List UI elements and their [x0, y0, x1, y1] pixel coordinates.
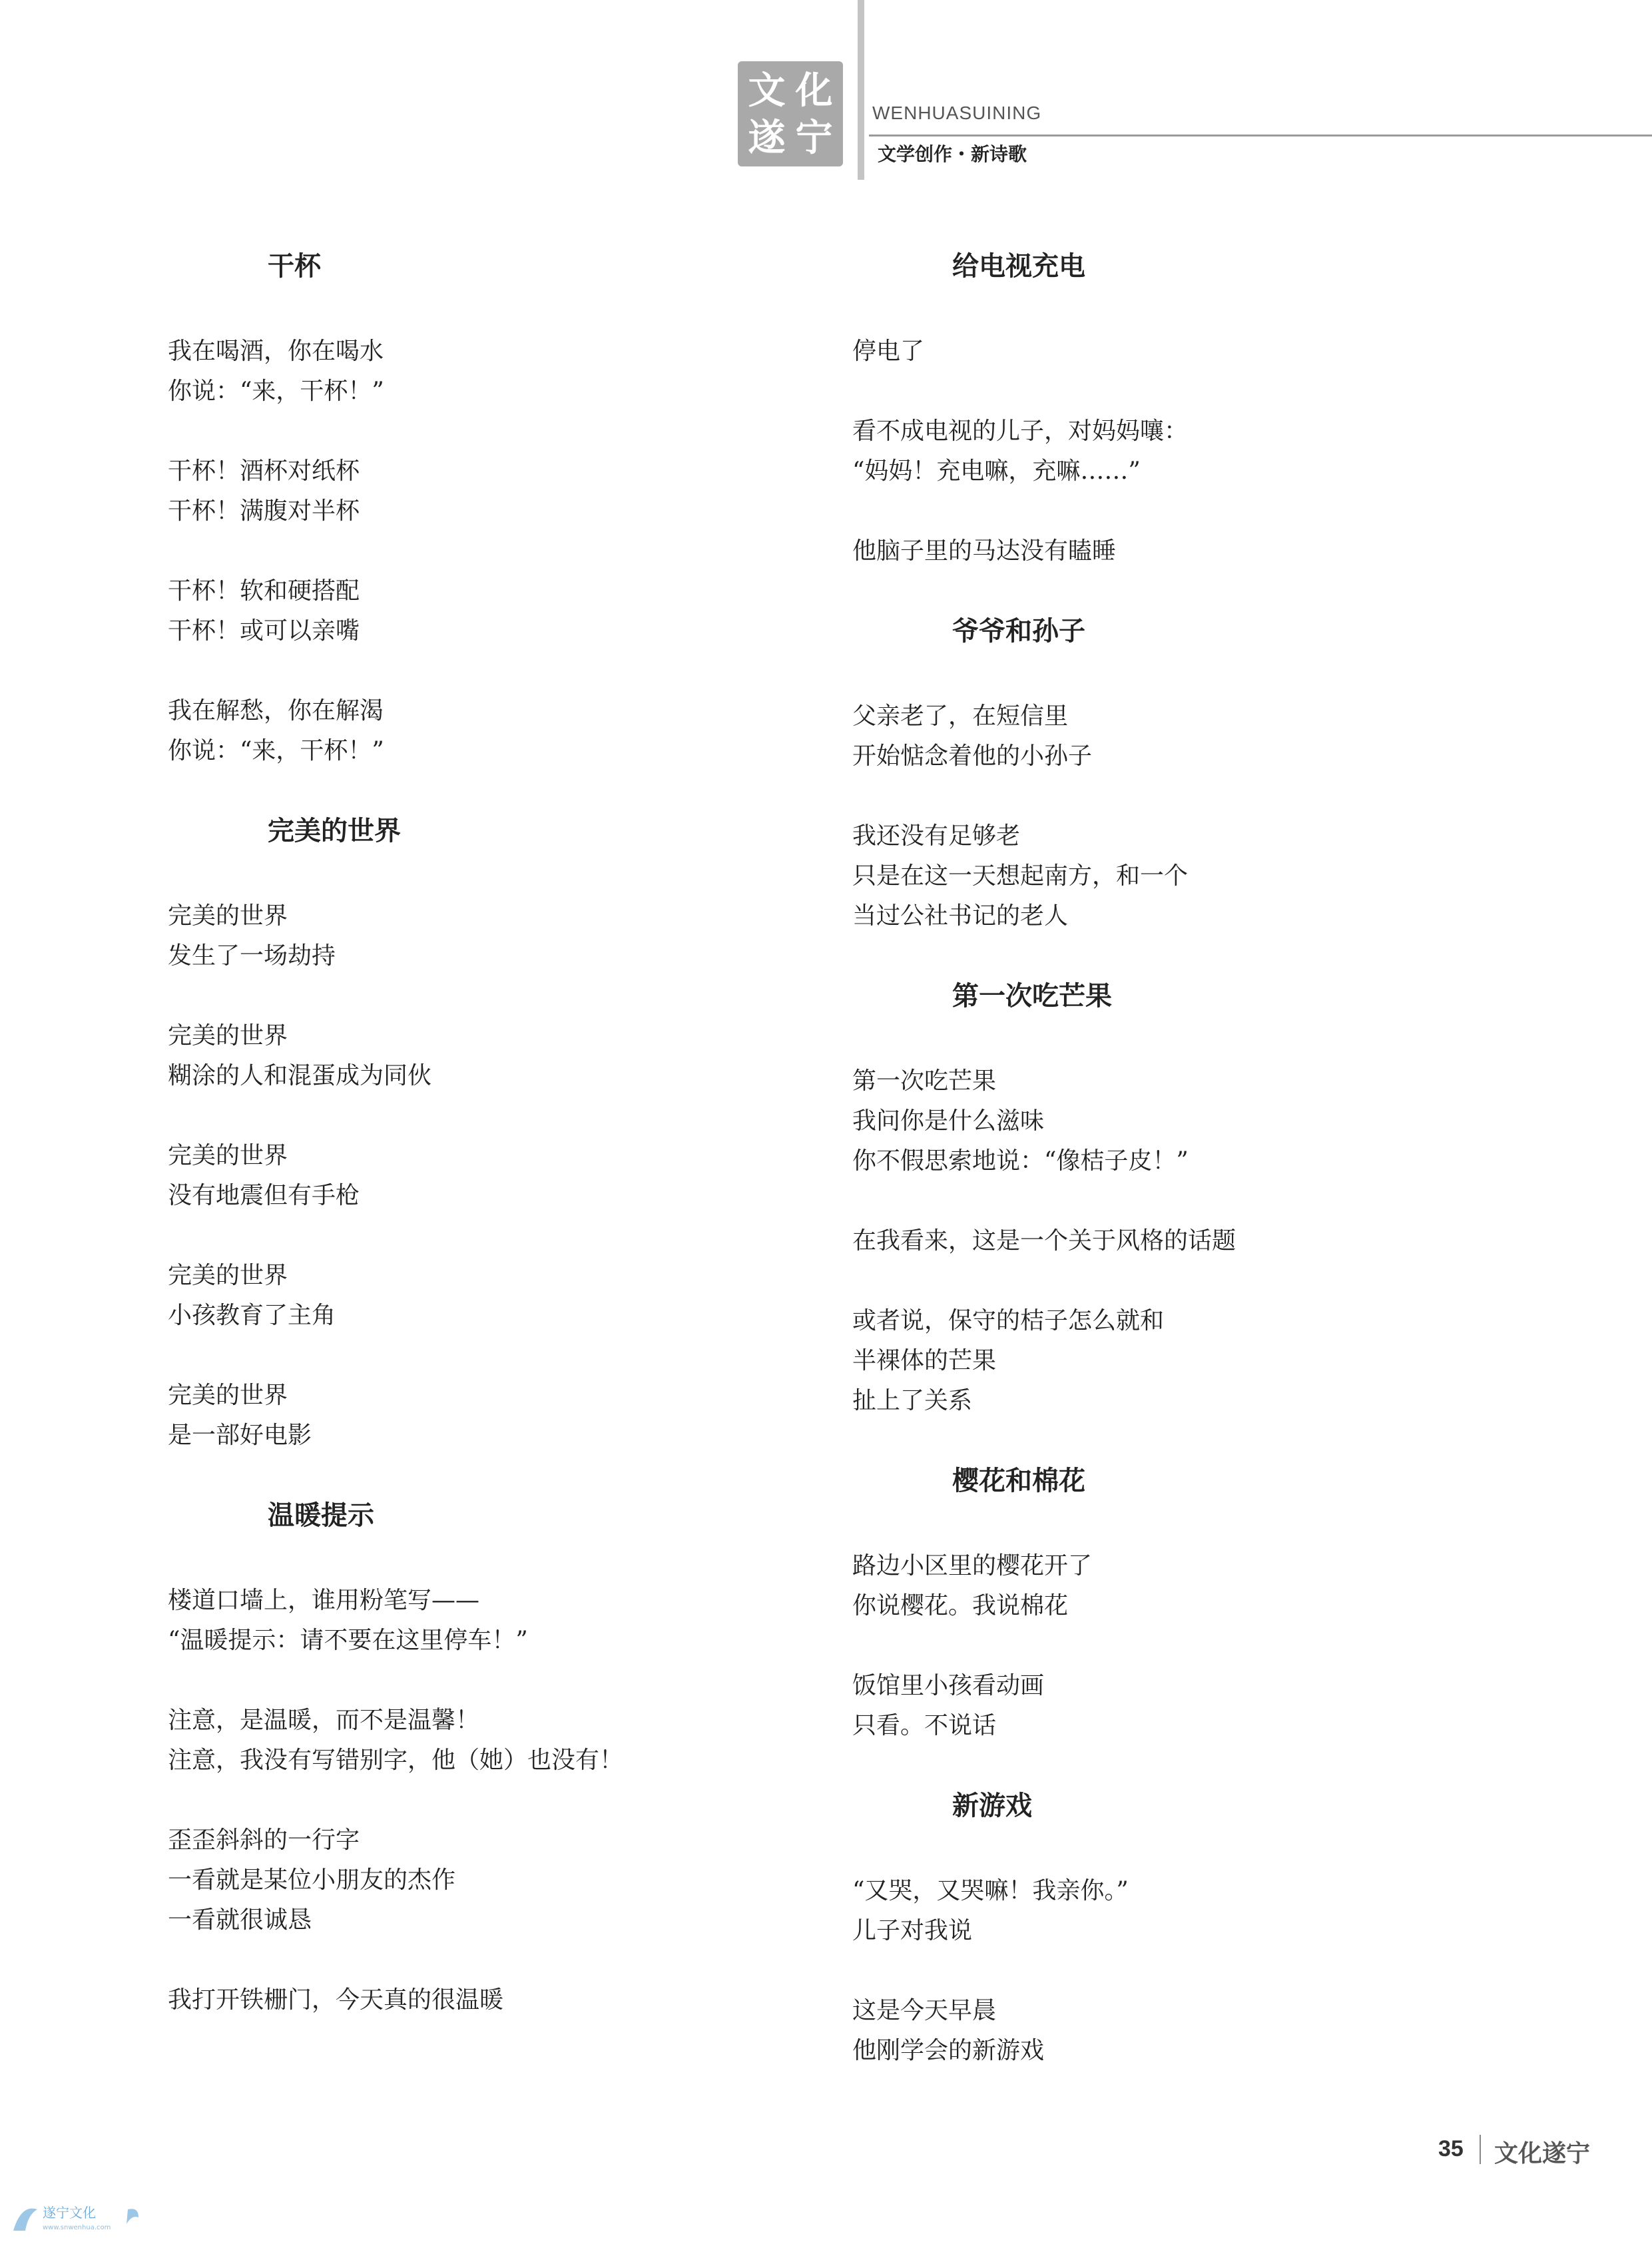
poem-line: 儿子对我说	[852, 1917, 973, 1944]
poem-title: 爷爷和孙子	[952, 616, 1085, 647]
stanza	[852, 697, 1452, 776]
stanza	[852, 1301, 1452, 1421]
poem-line: 干杯！或可以亲嘴	[168, 617, 360, 645]
poem-line: 一看就很诚恳	[168, 1906, 312, 1934]
poem-line: 注意，我没有写错别字，他（她）也没有！	[168, 1747, 624, 1774]
poem-line: “温暖提示：请不要在这里停车！”	[168, 1627, 528, 1654]
watermark-url: www.snwenhua.com	[43, 2224, 111, 2231]
poem-line: 糊涂的人和混蛋成为同伙	[168, 1062, 432, 1089]
poem-line: 歪歪斜斜的一行字	[168, 1826, 360, 1854]
poem-line: 在我看来，这是一个关于风格的话题	[852, 1227, 1237, 1255]
stanza	[168, 1376, 767, 1456]
poem-title: 给电视充电	[952, 251, 1085, 282]
stanza	[852, 1546, 1452, 1626]
stanza	[168, 896, 767, 976]
poem-line: 只是在这一天想起南方，和一个	[852, 862, 1189, 890]
stanza	[852, 1991, 1452, 2071]
poem-line: 当过公社书记的老人	[852, 902, 1069, 930]
poem-line: 你说樱花。我说棉花	[852, 1592, 1069, 1619]
magazine-logo-seal	[738, 61, 843, 166]
poem-line: 小孩教育了主角	[168, 1302, 336, 1329]
poem-line: 我打开铁栅门，今天真的很温暖	[168, 1986, 504, 2014]
poem-line: 发生了一场劫持	[168, 942, 336, 970]
stanza	[168, 1581, 767, 1661]
poem-line: 这是今天早晨	[852, 1997, 997, 2024]
stanza	[168, 1016, 767, 1096]
logo-char: 宁	[795, 115, 833, 160]
stanza	[168, 691, 767, 771]
poem-line: 完美的世界	[168, 1142, 288, 1169]
poem-line: 注意，是温暖，而不是温馨！	[168, 1707, 480, 1734]
stanza	[168, 451, 767, 531]
poem-line: 楼道口墙上，谁用粉笔写——	[168, 1587, 480, 1614]
header-vertical-divider	[858, 0, 864, 180]
section-label: 文学创作・新诗歌	[878, 143, 1027, 165]
wing-icon	[13, 2209, 37, 2231]
poem-line: 没有地震但有手枪	[168, 1182, 360, 1209]
poem-line: 开始惦念着他的小孙子	[852, 742, 1093, 770]
poem-title: 樱花和棉花	[952, 1466, 1085, 1496]
stanza	[852, 1871, 1452, 1951]
brand-pinyin: WENHUASUINING	[872, 103, 1042, 123]
header-rule	[869, 135, 1652, 137]
poem-line: “妈妈！充电嘛，充嘛……”	[852, 457, 1141, 485]
poem-line: 第一次吃芒果	[852, 1067, 997, 1095]
poem-line: 饭馆里小孩看动画	[852, 1672, 1045, 1699]
poem-line: 完美的世界	[168, 1022, 288, 1049]
stanza	[852, 1061, 1452, 1181]
poem-line: 你说：“来，干杯！”	[168, 737, 384, 764]
logo-char: 遂	[748, 115, 786, 160]
stanza	[168, 1701, 767, 1781]
poem-line: 你不假思索地说：“像桔子皮！”	[852, 1147, 1189, 1175]
poem-line: 干杯！满腹对半杯	[168, 497, 360, 525]
poem-line: 或者说，保守的桔子怎么就和	[852, 1307, 1165, 1334]
poem-title: 完美的世界	[268, 816, 401, 846]
poem-line: 完美的世界	[168, 1382, 288, 1409]
poem-title: 干杯	[268, 251, 321, 282]
poem-line: 只看。不说话	[852, 1712, 997, 1739]
stanza	[168, 332, 767, 412]
poem-line: 干杯！软和硬搭配	[168, 577, 360, 605]
poem-line: 半裸体的芒果	[852, 1347, 997, 1374]
poem-line: 父亲老了，在短信里	[852, 702, 1069, 730]
poem-line: 是一部好电影	[168, 1422, 312, 1449]
footer-divider	[1480, 2135, 1481, 2164]
poem-line: 一看就是某位小朋友的杰作	[168, 1866, 456, 1894]
poem-title: 新游戏	[952, 1791, 1032, 1821]
stanza	[852, 332, 1452, 372]
stanza	[168, 1136, 767, 1216]
stanza	[852, 412, 1452, 491]
poem-line: 他刚学会的新游戏	[852, 2037, 1045, 2064]
poem-line: 我还没有足够老	[852, 822, 1021, 850]
poem-title: 温暖提示	[268, 1500, 374, 1531]
poem-line: 路边小区里的樱花开了	[852, 1552, 1093, 1579]
poem-line: 你说：“来，干杯！”	[168, 378, 384, 405]
poem-line: 看不成电视的儿子，对妈妈嚷：	[852, 418, 1189, 445]
poem-title: 第一次吃芒果	[952, 981, 1112, 1011]
poem-line: “又哭，又哭嘛！我亲你。”	[852, 1877, 1129, 1904]
poem-line: 我在解愁，你在解渴	[168, 697, 384, 724]
watermark-logo	[8, 2197, 141, 2237]
poem-line: 我问你是什么滋味	[852, 1107, 1045, 1135]
poem-line: 扯上了关系	[852, 1387, 973, 1414]
stanza	[852, 1666, 1452, 1746]
poem-line: 我在喝酒，你在喝水	[168, 338, 384, 365]
left-column	[168, 246, 767, 2060]
logo-char: 文	[748, 68, 786, 113]
poem-line: 他脑子里的马达没有瞌睡	[852, 537, 1117, 565]
poem-line: 停电了	[852, 338, 925, 365]
stanza	[168, 1821, 767, 1940]
right-column	[852, 246, 1452, 2111]
stanza	[168, 1256, 767, 1336]
stanza	[852, 1221, 1452, 1261]
page-number: 35	[1438, 2136, 1464, 2161]
wing-icon	[127, 2209, 138, 2224]
poem-line: 完美的世界	[168, 902, 288, 930]
stanza	[852, 816, 1452, 936]
stanza	[852, 531, 1452, 571]
stanza	[168, 571, 767, 651]
poem-line: 干杯！酒杯对纸杯	[168, 457, 360, 485]
footer-brand: 文化遂宁	[1494, 2139, 1591, 2167]
stanza	[168, 1980, 767, 2020]
watermark-text: 遂宁文化	[43, 2205, 96, 2221]
poem-line: 完美的世界	[168, 1262, 288, 1289]
logo-char: 化	[795, 68, 833, 113]
